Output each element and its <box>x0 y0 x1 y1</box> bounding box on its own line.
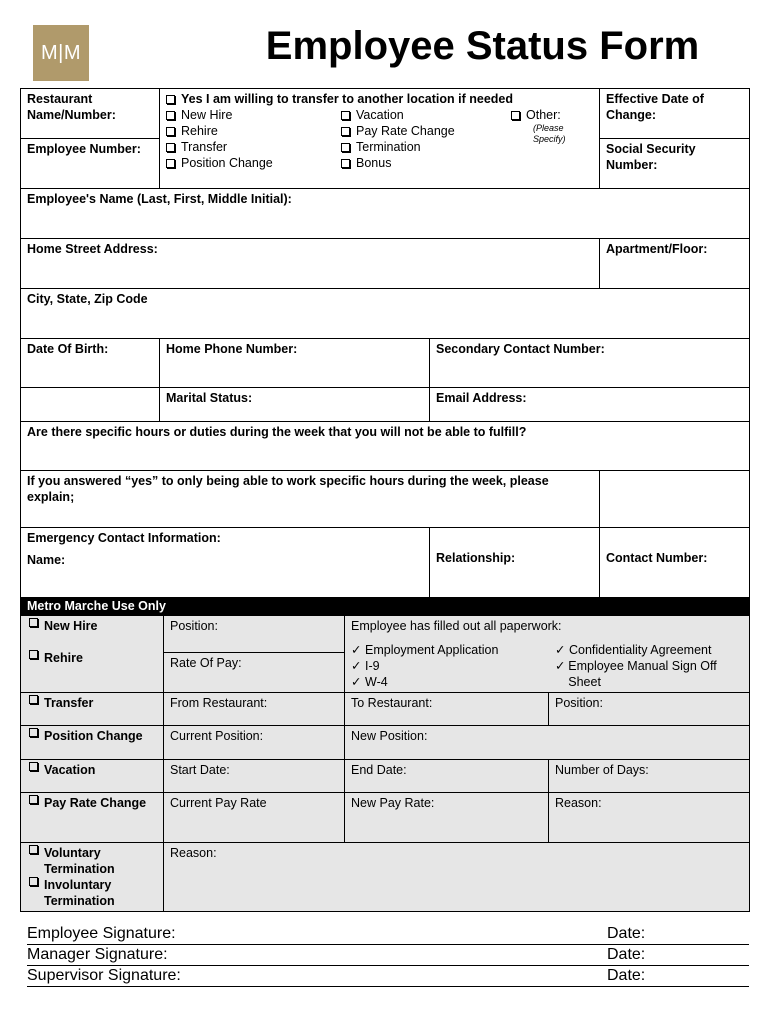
start-date-field[interactable]: Start Date: <box>164 760 345 793</box>
employee-signature-date: Date: <box>607 925 646 942</box>
email-field[interactable]: Email Address: <box>430 388 750 422</box>
rehire-checkbox[interactable] <box>166 127 175 136</box>
end-date-field[interactable]: End Date: <box>345 760 549 793</box>
pay-rate-change-checkbox[interactable] <box>341 127 350 136</box>
emergency-heading: Emergency Contact Information: <box>27 531 221 545</box>
transfer-willing-checkbox[interactable] <box>166 95 175 104</box>
from-restaurant-field[interactable]: From Restaurant: <box>164 693 345 726</box>
termination-checkbox[interactable] <box>341 143 350 152</box>
to-restaurant-field[interactable]: To Restaurant: <box>345 693 549 726</box>
admin-rehire-checkbox[interactable] <box>29 650 38 659</box>
employee-name-field[interactable]: Employee's Name (Last, First, Middle Initial): <box>21 189 750 239</box>
admin-new-hire-checkbox[interactable] <box>29 618 38 627</box>
employee-info-table: Restaurant Name/Number: Yes I am willing to transfer to another location if needed New Hire Vacation Rehire Pay Rate Change Transfer Termination Position Change Bonus Other: (Please Specify) Effective Date of Change: Employee Number: Social Security Number: Employee's Name (Last, First, Middle Initial): Home Street Address: Apartment/Floor: City, State, Zip Code Date Of Birth: Home Phone Number: Secondary Contact Number: Marital Status: Email Address: Are there specific hours or duties during the week that you will not be able to fulfill? If you answered “yes” to only being able to work specific hours during the week, please explain; Emergency Contact Information: Name: Relationship: Contact Number: <box>20 88 750 599</box>
pay-rate-reason-field[interactable]: Reason: <box>549 793 750 843</box>
new-pay-rate-field[interactable]: New Pay Rate: <box>345 793 549 843</box>
supervisor-signature-date: Date: <box>607 967 646 984</box>
transfer-willing-label: Yes I am willing to transfer to another location if needed <box>181 92 514 106</box>
home-street-field[interactable]: Home Street Address: <box>21 239 600 289</box>
rate-of-pay-field[interactable]: Rate Of Pay: <box>170 656 242 670</box>
admin-position-change-checkbox[interactable] <box>29 728 38 737</box>
logo-text: M|M <box>40 42 81 64</box>
admin-header: Metro Marche Use Only <box>21 598 750 616</box>
other-note: (Please Specify) <box>533 123 566 144</box>
admin-vacation-checkbox[interactable] <box>29 762 38 771</box>
employee-signature-line[interactable]: Employee Signature: Date: <box>27 924 749 945</box>
position-change-checkbox[interactable] <box>166 159 175 168</box>
dob-field[interactable]: Date Of Birth: <box>21 339 160 388</box>
marital-status-field[interactable]: Marital Status: <box>160 388 430 422</box>
contact-number-field[interactable]: Contact Number: <box>600 528 750 599</box>
transfer-checkbox[interactable] <box>166 143 175 152</box>
secondary-contact-field[interactable]: Secondary Contact Number: <box>430 339 750 388</box>
manager-signature-line[interactable]: Manager Signature: Date: <box>27 945 749 966</box>
new-hire-checkbox[interactable] <box>166 111 175 120</box>
supervisor-signature-line[interactable]: Supervisor Signature: Date: <box>27 966 749 987</box>
termination-reason-field[interactable]: Reason: <box>164 843 750 912</box>
blank-cell <box>21 388 160 422</box>
emergency-name-field[interactable]: Name: <box>27 553 66 567</box>
transfer-position-field[interactable]: Position: <box>549 693 750 726</box>
admin-table: Metro Marche Use Only New Hire Rehire Position: Rate Of Pay: Employee has filled out all paperwork: ✓ Employment Application ✓ I-9 ✓ W-4 ✓ Confidentiality Agreement ✓ Employee Manual Sign Off Sheet Transfer From Restaurant: To Restaurant: Position: Position Change Current Position: New Position: Vacation Start Date: End Date: Number of Days: Pay Rate Change Current Pay Rate New Pay Rate: Reason: Voluntary Termination Involuntary Termination Reason: <box>20 597 750 912</box>
admin-involuntary-termination-checkbox[interactable] <box>29 877 38 886</box>
paperwork-label: Employee has filled out all paperwork: <box>351 619 562 633</box>
employee-number-field[interactable]: Employee Number: <box>21 139 160 189</box>
other-checkbox[interactable] <box>511 111 520 120</box>
effective-date-field[interactable]: Effective Date of Change: <box>600 89 750 139</box>
restaurant-field[interactable]: Restaurant Name/Number: <box>21 89 160 139</box>
explain-field[interactable]: If you answered “yes” to only being able to work specific hours during the week, please explain; <box>21 471 600 528</box>
bonus-checkbox[interactable] <box>341 159 350 168</box>
current-pay-rate-field[interactable]: Current Pay Rate <box>164 793 345 843</box>
admin-pay-rate-change-checkbox[interactable] <box>29 795 38 804</box>
admin-transfer-checkbox[interactable] <box>29 695 38 704</box>
explain-extra-cell[interactable] <box>600 471 750 528</box>
home-phone-field[interactable]: Home Phone Number: <box>160 339 430 388</box>
current-position-field[interactable]: Current Position: <box>164 726 345 760</box>
vacation-checkbox[interactable] <box>341 111 350 120</box>
apartment-field[interactable]: Apartment/Floor: <box>600 239 750 289</box>
city-state-zip-field[interactable]: City, State, Zip Code <box>21 289 750 339</box>
number-of-days-field[interactable]: Number of Days: <box>549 760 750 793</box>
page-title: Employee Status Form <box>265 24 700 68</box>
specific-hours-field[interactable]: Are there specific hours or duties during the week that you will not be able to fulfill? <box>21 422 750 471</box>
manager-signature-date: Date: <box>607 946 646 963</box>
ssn-field[interactable]: Social Security Number: <box>600 139 750 189</box>
new-position-field[interactable]: New Position: <box>345 726 750 760</box>
admin-voluntary-termination-checkbox[interactable] <box>29 845 38 854</box>
position-field[interactable]: Position: <box>164 616 344 653</box>
relationship-field[interactable]: Relationship: <box>430 528 600 599</box>
